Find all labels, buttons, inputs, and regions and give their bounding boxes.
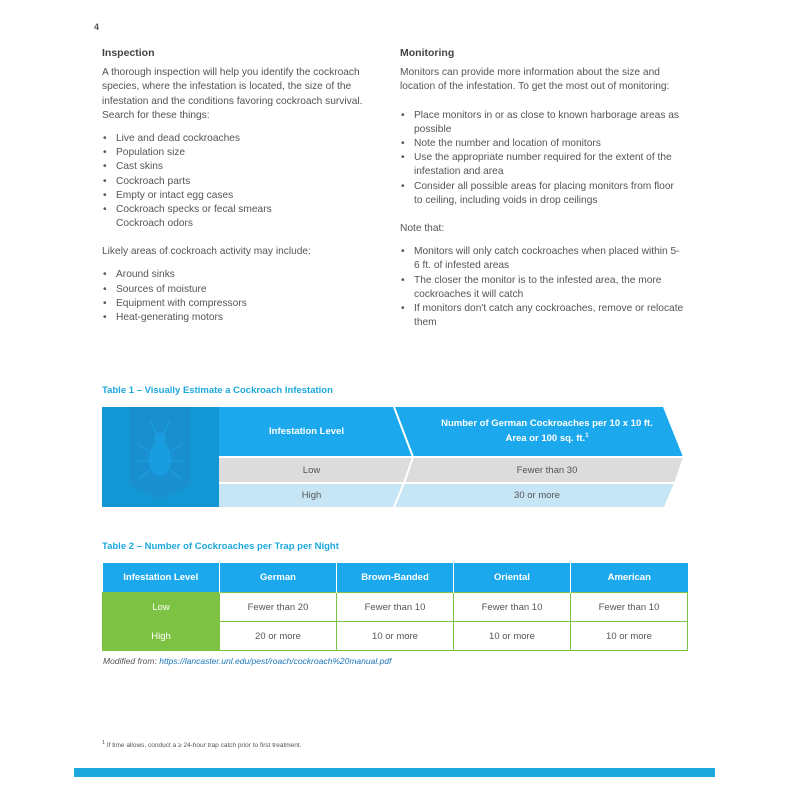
- monitoring-heading: Monitoring: [400, 47, 455, 59]
- areas-list: [102, 268, 377, 325]
- table1-header-level: Infestation Level: [269, 426, 344, 437]
- table1-header-number-text: Number of German Cockroaches per 10 x 10 ft. Area or 100 sq. ft.: [441, 418, 653, 445]
- list-item: • Consider all possible areas for placing monitors from floor to ceiling, including voids in drop ceilings: [414, 180, 685, 208]
- inspection-intro: A thorough inspection will help you identify the cockroach species, where the infestation is located, the size of the infestation and the conditions favoring cockroach survival. Search for these things:: [102, 67, 363, 121]
- inspection-section: [102, 46, 377, 339]
- footnote-mark: 1: [585, 433, 589, 440]
- footnote: [102, 740, 302, 749]
- source-note: [103, 656, 391, 666]
- table1-cell: 30 or more: [514, 489, 560, 501]
- table1-caption: Table 1 – Visually Estimate a Cockroach Infestation: [102, 385, 333, 396]
- table-cell: Fewer than 10: [571, 593, 688, 622]
- inspection-heading: Inspection: [102, 47, 155, 59]
- list-item: • Heat-generating motors: [116, 311, 377, 325]
- table1-cell: Fewer than 30: [516, 464, 578, 476]
- table-row: [103, 622, 688, 651]
- table-header-cell: American: [571, 563, 688, 593]
- list-item: • Around sinks: [116, 268, 377, 282]
- inspection-list: [102, 132, 377, 227]
- areas-intro: Likely areas of cockroach activity may include:: [102, 246, 311, 258]
- list-item: • Note the number and location of monitors: [414, 137, 685, 151]
- table-cell: Fewer than 10: [337, 593, 454, 622]
- list-item: • Sources of moisture: [116, 283, 377, 297]
- table-header-row: [103, 563, 688, 593]
- list-item: • Population size: [116, 146, 377, 160]
- list-item: • Cockroach odors: [116, 217, 377, 227]
- source-link[interactable]: https://lancaster.unl.edu/pest/roach/cockroach%20manual.pdf: [159, 656, 392, 666]
- table-cell: High: [103, 622, 220, 651]
- monitoring-intro: Monitors can provide more information about the size and location of the infestation. To get the most out of monitoring:: [400, 67, 670, 93]
- list-item: • Empty or intact egg cases: [116, 189, 377, 203]
- table-header-cell: Oriental: [454, 563, 571, 593]
- list-item: • If monitors don't catch any cockroaches, remove or relocate them: [414, 302, 685, 330]
- list-item: • Equipment with compressors: [116, 297, 377, 311]
- table-cell: 10 or more: [454, 622, 571, 651]
- source-label: Modified from:: [103, 656, 157, 666]
- table-cell: Fewer than 10: [454, 593, 571, 622]
- table-header-cell: German: [220, 563, 337, 593]
- list-item: • Monitors will only catch cockroaches when placed within 5-6 ft. of infested areas: [414, 245, 685, 273]
- table-row: [103, 593, 688, 622]
- table-cell: 20 or more: [220, 622, 337, 651]
- table1: [102, 407, 683, 507]
- list-item: • Place monitors in or as close to known harborage areas as possible: [414, 109, 685, 137]
- notes-list: [400, 245, 685, 330]
- monitoring-section: [400, 46, 685, 344]
- table2-caption: Table 2 – Number of Cockroaches per Trap per Night: [102, 541, 339, 552]
- footer-bar: [74, 768, 715, 777]
- monitoring-list: [400, 109, 685, 208]
- table-header-cell: Brown-Banded: [337, 563, 454, 593]
- list-item: • Cast skins: [116, 160, 377, 174]
- cockroach-icon: [130, 407, 190, 499]
- table-header-cell: Infestation Level: [103, 563, 220, 593]
- list-item: • Cockroach parts: [116, 175, 377, 189]
- list-item: • Cockroach specks or fecal smears: [116, 203, 377, 217]
- page-number: 4: [94, 22, 100, 32]
- table1-cell: High: [301, 489, 322, 501]
- table-cell: 10 or more: [571, 622, 688, 651]
- list-item: • The closer the monitor is to the infested area, the more cockroaches it will catch: [414, 274, 685, 302]
- list-item: • Use the appropriate number required for the extent of the infestation and area: [414, 151, 685, 179]
- note-intro: Note that:: [400, 223, 445, 235]
- list-item: • Live and dead cockroaches: [116, 132, 377, 146]
- table-cell: Low: [103, 593, 220, 622]
- table2: [102, 563, 688, 651]
- table1-cell: Low: [302, 464, 321, 476]
- table-cell: Fewer than 20: [220, 593, 337, 622]
- footnote-mark: 1: [102, 740, 106, 746]
- table1-header-number: [432, 407, 662, 457]
- footnote-text: If time allows, conduct a ≥ 24-hour trap catch prior to first treatment.: [106, 742, 302, 750]
- table-cell: 10 or more: [337, 622, 454, 651]
